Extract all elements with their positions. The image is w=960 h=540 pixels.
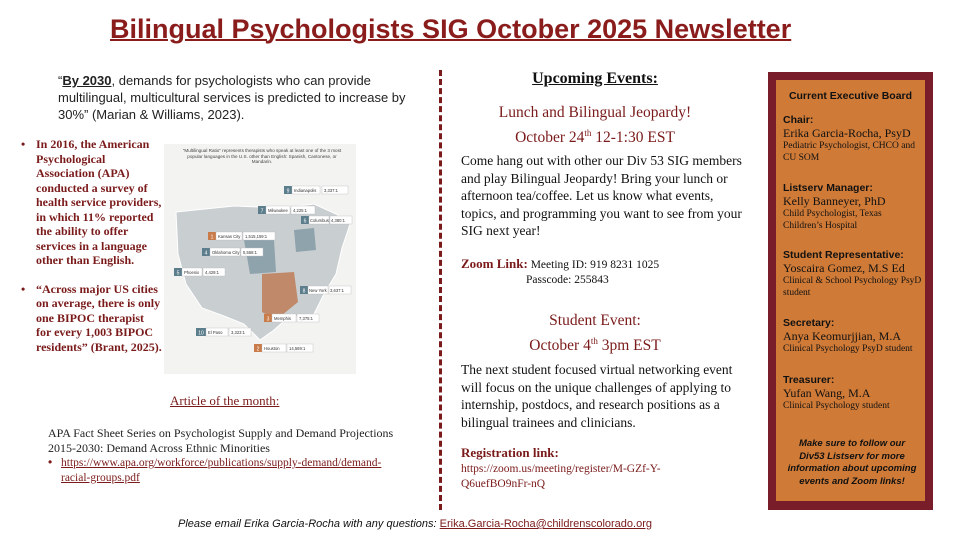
event2-header xyxy=(460,311,730,356)
city-label-indianapolis xyxy=(284,186,348,195)
svg-text:4,380:1: 4,380:1 xyxy=(331,218,345,223)
stat-bullet-apa-survey: • In 2016, the American Psychological Association (APA) conducted a survey of health service providers, in which 11% reported the ability to offer services in a language other than English. xyxy=(12,137,162,268)
stats-bullet-list xyxy=(12,137,162,368)
article-heading: Article of the month: xyxy=(170,393,280,408)
city-label-el-paso xyxy=(196,328,251,337)
footer-contact: Please email Erika Garcia-Rocha with any questions: Erika.Garcia-Rocha@childrenscolorado.org xyxy=(177,518,652,530)
registration-label: Registration link: xyxy=(461,445,559,460)
svg-text:1: 1 xyxy=(210,234,214,241)
svg-text:4,225:1: 4,225:1 xyxy=(293,208,307,213)
svg-text:Milwaukee: Milwaukee xyxy=(268,208,288,213)
stat-bullet-bipoc-ratio: • “Across major US cities on average, there is only one BIPOC therapist for every 1,003 BIPOC residents” (Brant, 2025). xyxy=(12,282,162,355)
svg-text:8: 8 xyxy=(302,288,306,295)
event2-title: Student Event: xyxy=(549,312,641,329)
board-member-listserv-manager: Listserv Manager: Kelly Banneyer, PhD Child Psychologist, Texas Children’s Hospital xyxy=(783,182,886,231)
event1-description: Come hang out with other our Div 53 SIG members and play Bilingual Jeopardy! Bring your lunch or afternoon tea/coffee. Let us know what events, topics, and programming you want to see from your SIG next year! xyxy=(461,153,742,238)
board-member-chair: Chair: Erika Garcia-Rocha, PsyD Pediatric Psychologist, CHCO and CU SOM xyxy=(783,114,915,163)
column-divider xyxy=(439,70,442,510)
svg-text:5,558:1: 5,558:1 xyxy=(243,250,257,255)
multilingual-ratio-map xyxy=(164,144,356,374)
opening-quote: “By 2030, demands for psychologists who can provide multilingual, multicultural services is predicted to increase by 30%” (Marian & Williams, 2023). xyxy=(58,73,406,122)
board-member-treasurer: Treasurer: Yufan Wang, M.A Clinical Psychology student xyxy=(783,374,890,411)
city-label-columbus xyxy=(301,216,352,225)
article-citation: APA Fact Sheet Series on Psychologist Supply and Demand Projections 2015-2030: Demand Across Ethnic Minorities xyxy=(48,426,394,455)
svg-text:1,515,159:1: 1,515,159:1 xyxy=(245,234,268,239)
svg-text:7,375:1: 7,375:1 xyxy=(299,316,313,321)
svg-text:9: 9 xyxy=(286,188,290,195)
svg-text:Memphis: Memphis xyxy=(274,316,291,321)
svg-text:7: 7 xyxy=(260,208,264,215)
city-label-milwaukee xyxy=(258,206,315,215)
board-listserv-note: Make sure to follow our Div53 Listserv for more information about upcoming events and Zoom links! xyxy=(787,438,917,487)
svg-text:Kansas City: Kansas City xyxy=(218,234,241,239)
city-label-phoenix xyxy=(174,268,225,277)
event1-zoom-info xyxy=(461,256,741,288)
event2-description: The next student focused virtual networking event will focus on the unique challenges of applying to internship, postdocs, and research positions as a bilingual trainees and clinicians. xyxy=(461,362,733,430)
map-caption: “Multilingual Ratio” represents therapists who speak at least one of the 3 most popular languages in the U.S. other than English: Spanish, Cantonese, or Mandarin. xyxy=(182,148,342,165)
board-member-student-rep: Student Representative: Yoscaira Gomez, M.S Ed Clinical & School Psychology PsyD student xyxy=(783,249,922,298)
event1-date: October 24th 12-1:30 EST xyxy=(515,128,675,147)
svg-text:Oklahoma City: Oklahoma City xyxy=(212,250,240,255)
svg-text:3,337:1: 3,337:1 xyxy=(324,188,338,193)
registration-link[interactable]: https://zoom.us/meeting/register/M-GZf-Y-Q6uefBO9nFr-nQ xyxy=(461,463,661,490)
svg-text:Indianapolis: Indianapolis xyxy=(294,188,317,193)
svg-text:4,429:1: 4,429:1 xyxy=(205,270,219,275)
svg-text:10: 10 xyxy=(198,330,204,337)
newsletter-title: Bilingual Psychologists SIG October 2025 Newsletter xyxy=(110,14,792,44)
zoom-passcode: Passcode: 255843 xyxy=(526,274,609,286)
svg-text:3,323:1: 3,323:1 xyxy=(231,330,245,335)
zoom-meeting-id: Meeting ID: 919 8231 1025 xyxy=(530,259,660,271)
svg-text:3: 3 xyxy=(266,316,270,323)
event2-date: October 4th 3pm EST xyxy=(529,336,661,355)
contact-email-link[interactable]: Erika.Garcia-Rocha@childrenscolorado.org xyxy=(439,518,652,530)
svg-text:5: 5 xyxy=(176,270,180,277)
svg-text:Houston: Houston xyxy=(264,346,280,351)
article-link[interactable]: https://www.apa.org/workforce/publications/supply-demand/demand-racial-groups.pdf xyxy=(61,457,382,484)
city-label-new-york xyxy=(300,286,351,295)
upcoming-events-heading: Upcoming Events: xyxy=(532,70,658,87)
quote-emphasis: By 2030 xyxy=(62,73,112,88)
city-label-memphis xyxy=(264,314,319,323)
svg-text:Phoenix: Phoenix xyxy=(184,270,200,275)
article-link-bullet: • xyxy=(48,455,53,469)
zoom-link-label[interactable]: Zoom Link: xyxy=(461,256,528,271)
svg-text:6: 6 xyxy=(303,218,307,225)
city-label-houston xyxy=(254,344,313,353)
svg-text:4: 4 xyxy=(204,250,208,257)
event1-header xyxy=(460,103,730,148)
highlight-region-east xyxy=(294,228,316,252)
board-member-secretary: Secretary: Anya Keomurjjian, M.A Clinical Psychology PsyD student xyxy=(783,317,913,354)
svg-text:Columbus: Columbus xyxy=(310,218,329,223)
board-heading: Current Executive Board xyxy=(788,90,913,102)
svg-text:14,569:1: 14,569:1 xyxy=(289,346,306,351)
city-label-kansas-city xyxy=(208,232,275,241)
event1-title: Lunch and Bilingual Jeopardy! xyxy=(498,104,692,121)
svg-text:New York: New York xyxy=(309,288,327,293)
svg-text:2: 2 xyxy=(256,346,260,353)
city-label-oklahoma-city xyxy=(202,248,263,257)
svg-text:3,637:1: 3,637:1 xyxy=(330,288,344,293)
svg-text:El Paso: El Paso xyxy=(208,330,223,335)
